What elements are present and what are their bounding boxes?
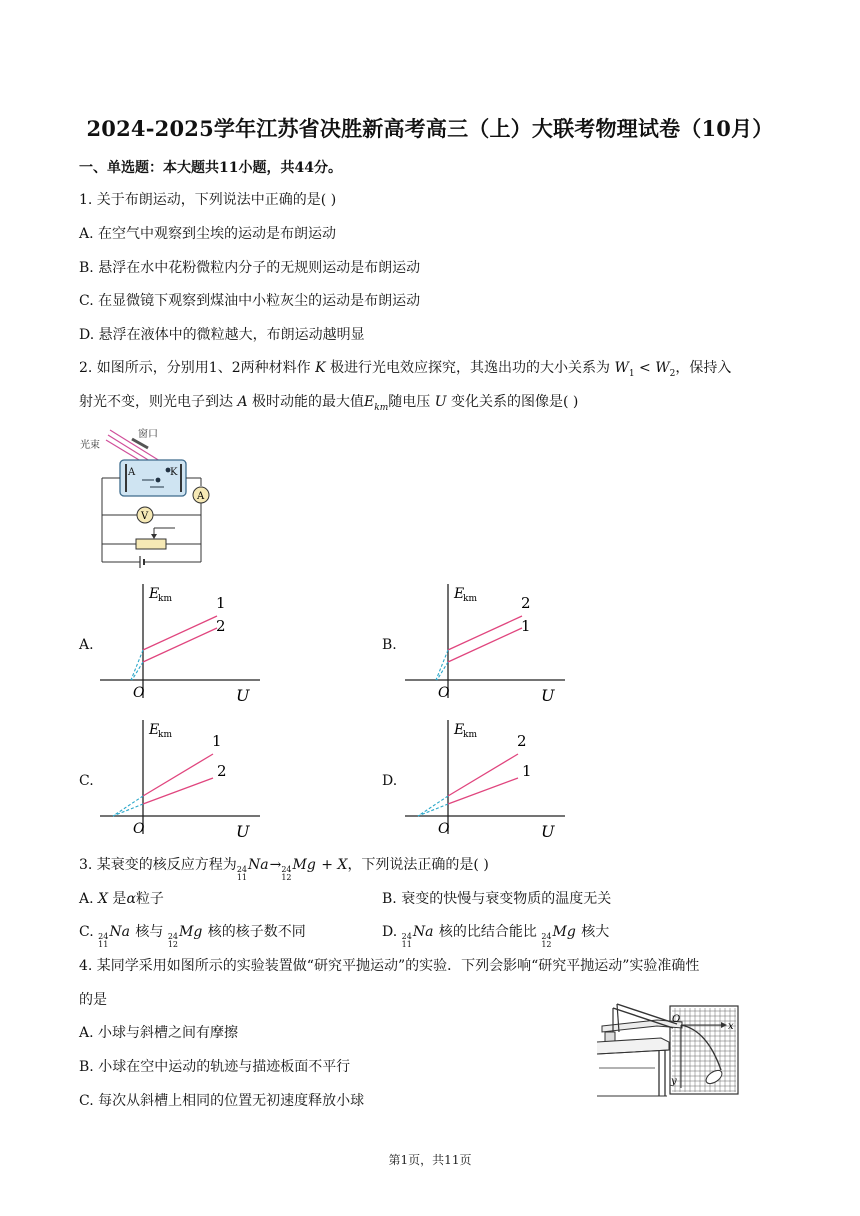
- q2-w-symbol: W: [614, 360, 629, 376]
- q2-km-sub: km: [374, 402, 389, 413]
- x-axis-label: x: [728, 1021, 734, 1032]
- series-label-bottom: 2: [216, 617, 226, 635]
- extension-top: [131, 650, 143, 680]
- mass-number: 24: [167, 932, 179, 941]
- ekm-axis-label: E: [149, 586, 160, 602]
- series-label-top: 1: [216, 594, 226, 612]
- q3-text: 核大: [576, 924, 610, 940]
- q2-w1-sub: 1: [628, 368, 635, 379]
- q2-less-than: <: [634, 360, 656, 376]
- q2-w-symbol: W: [655, 360, 670, 376]
- x-symbol: X: [98, 891, 108, 907]
- q2-option-b-label: B.: [382, 637, 397, 653]
- q2-e-symbol: E: [364, 394, 375, 410]
- q3-option-d: [382, 922, 609, 949]
- q4-option-a: A. 小球与斜槽之间有摩擦: [79, 1025, 239, 1041]
- series-line-top: [448, 754, 518, 796]
- x-symbol: X: [337, 857, 348, 873]
- element-symbol: Mg: [292, 857, 316, 873]
- ammeter-label: A: [197, 491, 205, 502]
- series-label-top: 2: [517, 732, 527, 750]
- q3-text: 核与: [130, 924, 168, 940]
- origin-label: O: [438, 685, 450, 701]
- q2-graph-a: [95, 580, 265, 705]
- exam-title: 2024-2025学年江苏省决胜新高考高三（上）大联考物理试卷（10月）: [86, 116, 774, 141]
- ekm-axis-sub: km: [463, 594, 477, 604]
- q4-option-b: B. 小球在空中运动的轨迹与描迹板面不平行: [79, 1059, 351, 1075]
- q2-text: 射光不变，则光电子到达: [79, 394, 233, 410]
- series-line-bottom: [448, 778, 518, 804]
- q1-option-a: A. 在空气中观察到尘埃的运动是布朗运动: [79, 226, 337, 242]
- series-label-bottom: 2: [217, 762, 227, 780]
- u-axis-label: U: [236, 686, 250, 705]
- q3-text: 核的核子数不同: [203, 924, 306, 940]
- q3-text: 粒子: [135, 891, 164, 907]
- q1-option-c: C. 在显微镜下观察到煤油中小粒灰尘的运动是布朗运动: [79, 293, 421, 309]
- extension-top: [418, 796, 448, 816]
- u-axis-label: U: [541, 822, 555, 841]
- origin-o-label: O: [672, 1014, 681, 1025]
- q2-graph-d: [400, 716, 570, 841]
- q3-text: 3. 某衰变的核反应方程为: [79, 857, 237, 873]
- section-heading: 一、单选题：本大题共11小题，共44分。: [79, 160, 342, 176]
- series-label-bottom: 1: [522, 762, 532, 780]
- q3-option-b: B. 衰变的快慢与衰变物质的温度无关: [382, 891, 612, 907]
- ekm-axis-label: E: [454, 586, 465, 602]
- q1-stem: 1. 关于布朗运动，下列说法中正确的是( ): [79, 192, 337, 208]
- q2-graph-b: [400, 580, 570, 705]
- sodium-nuclide: [402, 922, 434, 949]
- q3-text: ，下列说法正确的是( ): [347, 857, 489, 873]
- mass-number: 24: [98, 932, 109, 941]
- q3-option-c: [79, 922, 306, 949]
- atomic-number: 12: [541, 940, 552, 949]
- page-footer: 第1页，共11页: [388, 1153, 472, 1167]
- extension-top: [436, 650, 448, 680]
- photoelectric-circuit-figure: [80, 424, 220, 569]
- q2-option-a-label: A.: [79, 637, 94, 653]
- u-axis-label: U: [236, 822, 250, 841]
- q4-option-c: C. 每次从斜槽上相同的位置无初速度释放小球: [79, 1093, 365, 1109]
- ekm-axis-sub: km: [158, 594, 172, 604]
- atomic-number: 12: [281, 873, 292, 882]
- window-label: 窗口: [138, 429, 158, 440]
- magnesium-nuclide: [541, 922, 575, 949]
- q1-option-d: D. 悬浮在液体中的微粒越大，布朗运动越明显: [79, 327, 365, 343]
- magnesium-nuclide: [168, 922, 202, 949]
- series-line-top: [143, 754, 213, 796]
- alpha-symbol: α: [126, 891, 136, 907]
- u-axis-label: U: [541, 686, 555, 705]
- q2-option-c-label: C.: [79, 773, 94, 789]
- origin-label: O: [133, 821, 145, 837]
- series-line-bottom: [143, 778, 213, 804]
- q2-stem-line2: [79, 392, 578, 418]
- projectile-apparatus-figure: [597, 998, 742, 1098]
- voltmeter-label: V: [141, 511, 149, 522]
- cathode-label: K: [170, 467, 178, 478]
- origin-label: O: [438, 821, 450, 837]
- anode-label: A: [128, 467, 136, 478]
- q2-w2-sub: 2: [669, 368, 676, 379]
- magnesium-nuclide: [281, 855, 315, 882]
- q2-text: ，保持入: [675, 360, 732, 376]
- ekm-axis-label: E: [149, 722, 160, 738]
- q2-u-symbol: U: [434, 394, 447, 410]
- element-symbol: Na: [412, 924, 434, 940]
- ekm-axis-label: E: [454, 722, 465, 738]
- q4-stem-line1: 4. 某同学采用如图所示的实验装置做“研究平抛运动”的实验．下列会影响“研究平抛运动”实验准确性: [79, 958, 700, 974]
- q3-text: 核的比结合能比: [434, 924, 542, 940]
- q3-text: A.: [79, 891, 99, 907]
- element-symbol: Na: [248, 857, 269, 873]
- element-symbol: Mg: [179, 924, 203, 940]
- origin-label: O: [133, 685, 145, 701]
- q2-graph-c: [95, 716, 265, 841]
- q3-stem: [79, 855, 489, 882]
- reaction-arrow: →: [269, 857, 282, 873]
- atomic-number: 12: [167, 940, 179, 949]
- q2-text: 极时动能的最大值: [252, 394, 365, 410]
- q3-option-a: [79, 889, 164, 909]
- plus-sign: +: [316, 857, 338, 873]
- series-label-bottom: 1: [521, 617, 531, 635]
- series-label-top: 2: [521, 594, 531, 612]
- sodium-nuclide: [98, 922, 130, 949]
- atomic-number: 11: [401, 940, 412, 949]
- mass-number: 24: [401, 932, 412, 941]
- element-symbol: Mg: [552, 924, 576, 940]
- q4-stem-line2: 的是: [79, 992, 107, 1008]
- q3-text: C.: [79, 924, 99, 940]
- mass-number: 24: [541, 932, 552, 941]
- q2-text: 极进行光电效应探究，其逸出功的大小关系为: [330, 360, 610, 376]
- sodium-nuclide: [237, 855, 269, 882]
- series-label-top: 1: [212, 732, 222, 750]
- q2-k-symbol: K: [315, 360, 326, 376]
- q2-text: 2. 如图所示，分别用1、2两种材料作: [79, 360, 311, 376]
- extension-top: [113, 796, 143, 816]
- q3-text: D.: [382, 924, 402, 940]
- mass-number: 24: [236, 865, 247, 874]
- q2-stem-line1: [79, 358, 731, 384]
- q2-a-symbol: A: [237, 394, 248, 410]
- q2-text: 随电压: [388, 394, 431, 410]
- mass-number: 24: [281, 865, 292, 874]
- atomic-number: 11: [98, 940, 109, 949]
- q2-text: 变化关系的图像是( ): [450, 394, 579, 410]
- element-symbol: Na: [109, 924, 130, 940]
- ekm-axis-sub: km: [158, 730, 172, 740]
- ekm-axis-sub: km: [463, 730, 477, 740]
- atomic-number: 11: [236, 873, 247, 882]
- q3-text: 是: [107, 891, 127, 907]
- q1-option-b: B. 悬浮在水中花粉微粒内分子的无规则运动是布朗运动: [79, 260, 421, 276]
- light-beam-label: 光束: [80, 440, 100, 451]
- y-axis-label: y: [671, 1076, 677, 1087]
- q2-option-d-label: D.: [382, 773, 398, 789]
